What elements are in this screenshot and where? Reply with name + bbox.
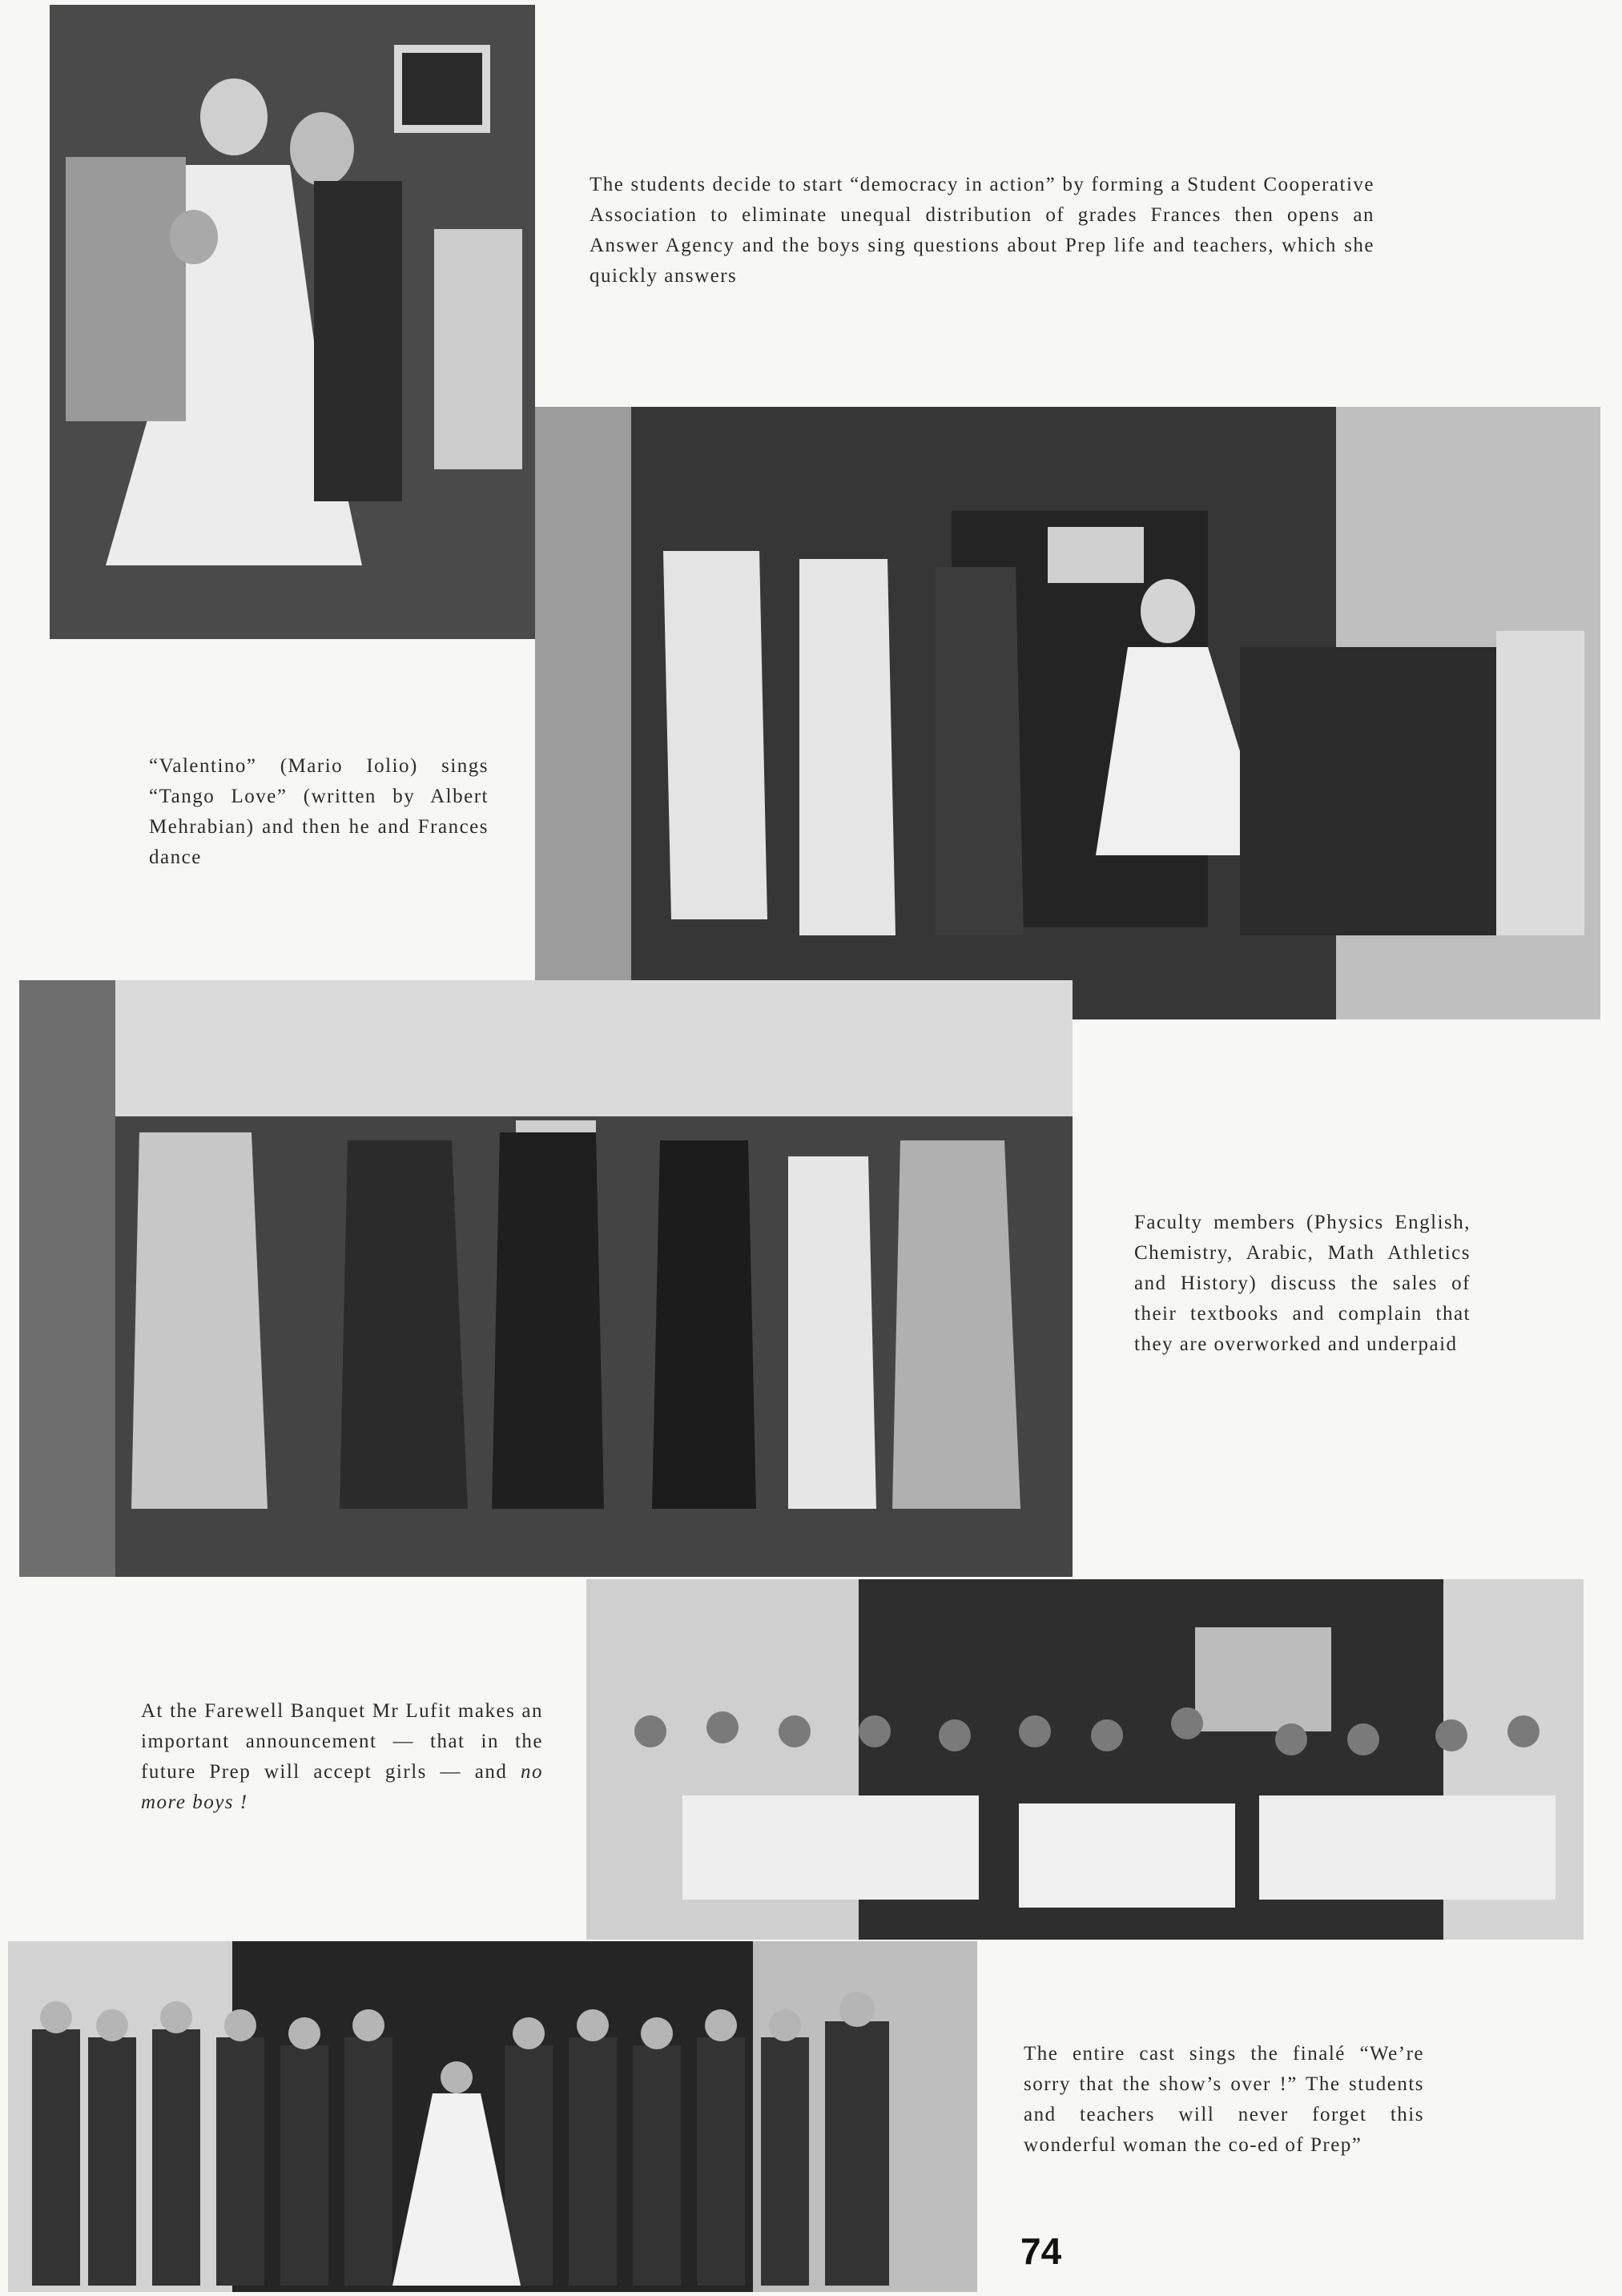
caption-valentino: “Valentino” (Mario Iolio) sings “Tango Love” (written by Albert Mehrabian) and then he and Frances dance (149, 755, 489, 868)
caption-democracy: The students decide to start “democracy in action” by forming a Student Cooperative Association to eliminate unequal distribution of grades Frances then opens an Answer Agency and the boys sing questions about Prep life and teachers, which she quickly answers (590, 174, 1374, 287)
caption-banquet-text: At the Farewell Banquet Mr Lufit makes an important announcement — that in the future Prep will accept girls — and (141, 1700, 543, 1783)
page-number: 74 (1020, 2230, 1062, 2272)
caption-finale: The entire cast sings the finalé “We’re sorry that the show’s over !” The students and teachers will never forget this wonderful woman the co-ed of Prep” (1024, 2043, 1424, 2156)
photo-piano-group (535, 407, 1600, 1019)
caption-faculty: Faculty members (Physics English, Chemistry, Arabic, Math Athletics and History) discuss the sales of their textbooks and complain that they are overworked and underpaid (1134, 1212, 1471, 1355)
photo-faculty-members (19, 980, 1073, 1577)
photo-couple-dancing (50, 5, 535, 639)
photo-farewell-banquet (586, 1579, 1584, 1940)
caption-banquet-emphasis: no more boys ! (141, 1761, 543, 1813)
caption-banquet (141, 1696, 543, 1818)
photo-cast-finale (8, 1941, 977, 2292)
